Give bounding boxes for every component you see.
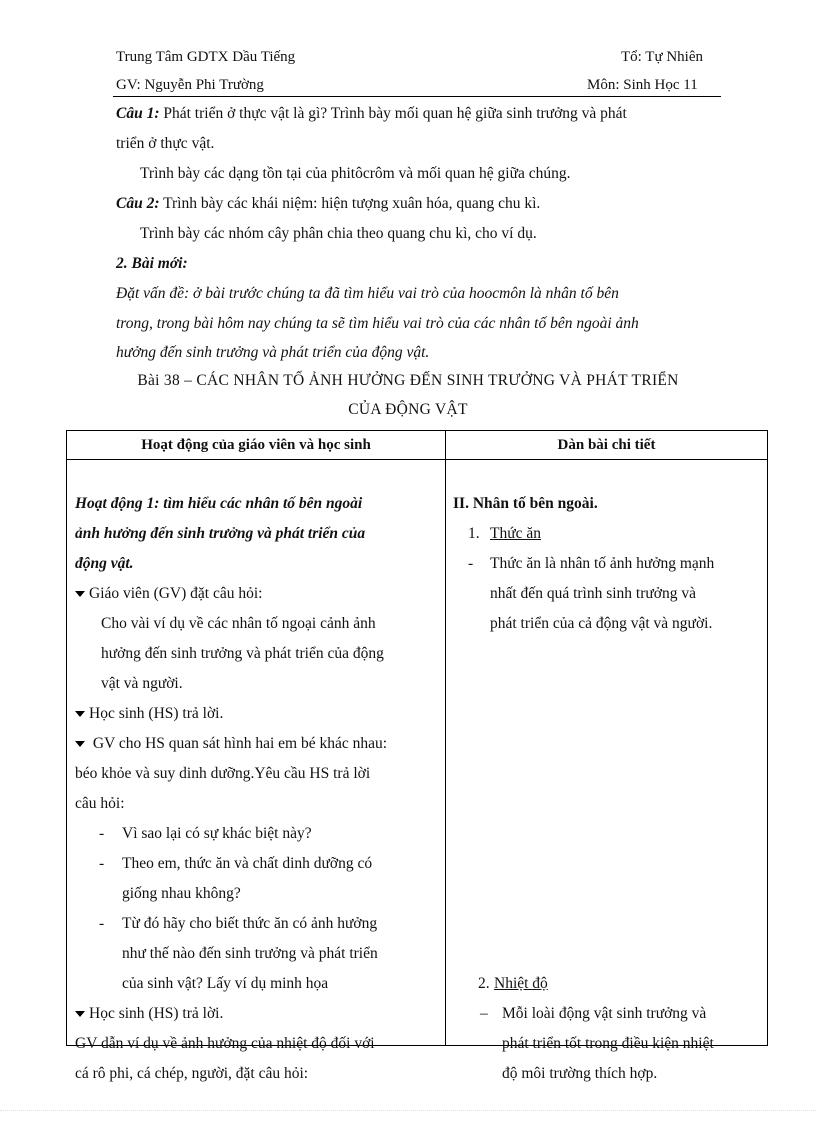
gv-show-text: GV cho HS quan sát hình hai em bé khác nhau: [89,735,388,752]
subject-name: Môn: Sinh Học 11 [587,77,698,93]
item-2-text-2: phát triển tốt trong điều kiện nhiệt [502,1035,714,1052]
bullet-3-line-2: như thế nào đến sinh trưởng và phát triển [122,945,378,962]
question-1-label: Câu 1: [116,105,160,122]
dash-bullet: – [480,1005,488,1022]
item-1-number: 1. [468,525,480,542]
bullet-2-line-2: giống nhau không? [122,885,241,902]
hs-answer-2 [75,1004,223,1024]
question-1 [116,104,627,124]
gv-show-line-2: béo khỏe và suy dinh dưỡng.Yêu cầu HS trả lời [75,765,371,782]
intro-line-1: Đặt vấn đề: ở bài trước chúng ta đã tìm hiểu vai trò của hoocmôn là nhân tố bên [116,285,619,302]
arrow-bullet-icon [75,741,85,747]
gv-show-line-1 [75,734,387,754]
question-2-label: Câu 2: [116,195,160,212]
intro-line-3: hưởng đến sinh trưởng và phát triển của động vật. [116,344,430,361]
outline-cell [446,460,768,1082]
arrow-bullet-icon [75,591,85,597]
bullet-3-line-3: của sinh vật? Lấy ví dụ minh họa [122,975,329,992]
dash-bullet: - [99,825,105,842]
header-divider [113,96,721,97]
new-lesson-heading: 2. Bài mới: [116,255,188,272]
activity-title-2: ảnh hưởng đến sinh trưởng và phát triển của [75,525,366,542]
item-1-text-1: Thức ăn là nhân tố ảnh hưởng mạnh [490,555,715,572]
bullet-3-line-1: Từ đó hãy cho biết thức ăn có ảnh hưởng [122,915,378,932]
activity-title-1: Hoạt động 1: tìm hiểu các nhân tố bên ngoài [75,495,363,512]
intro-line-2: trong, trong bài hôm nay chúng ta sẽ tìm hiểu vai trò của các nhân tố bên ngoài ảnh [116,315,639,332]
gv-question-2: hưởng đến sinh trưởng và phát triển của động [101,645,384,662]
item-2-text-3: độ môi trường thích hợp. [502,1065,658,1082]
hs-answer-1-text: Học sinh (HS) trả lời. [89,705,224,722]
gv-temp-line-1: GV dẫn ví dụ về ảnh hưởng của nhiệt độ đối với [75,1035,375,1052]
lesson-table [66,430,768,1082]
hs-answer-1 [75,704,223,724]
item-2-title: Nhiệt độ [494,975,548,992]
gv-show-line-3: câu hỏi: [75,795,125,812]
activity-title-3: động vật. [75,555,134,572]
lesson-title-line-2: CỦA ĐỘNG VẬT [348,401,468,418]
dash-bullet: - [99,855,105,872]
dash-bullet: - [99,915,105,932]
col-header-activities: Hoạt động của giáo viên và học sinh [67,431,446,460]
question-2-sub: Trình bày các nhóm cây phân chia theo quang chu kì, cho ví dụ. [140,225,537,242]
item-2-text-1: Mỗi loài động vật sinh trưởng và [502,1005,707,1022]
arrow-bullet-icon [75,711,85,717]
teacher-name: GV: Nguyễn Phi Trường [116,77,264,93]
school-name: Trung Tâm GDTX Dầu Tiếng [116,49,296,65]
gv-ask-text: Giáo viên (GV) đặt câu hỏi: [89,585,263,602]
hs-answer-2-text: Học sinh (HS) trả lời. [89,1005,224,1022]
item-1-text-3: phát triển của cả động vật và người. [490,615,713,632]
table-row [67,460,768,1046]
question-1-cont: triển ở thực vật. [116,135,215,152]
question-1-sub: Trình bày các dạng tồn tại của phitôcrôm và mối quan hệ giữa chúng. [140,165,571,182]
bullet-1: Vì sao lại có sự khác biệt này? [122,825,312,842]
question-2 [116,194,540,214]
gv-question-1: Cho vài ví dụ về các nhân tố ngoại cảnh ảnh [101,615,376,632]
table-header-row [67,431,768,460]
item-1-text-2: nhất đến quá trình sinh trưởng và [490,585,697,602]
department: Tổ: Tự Nhiên [621,49,704,65]
outline-section-title: II. Nhân tố bên ngoài. [453,495,598,512]
item-2-number: 2. [478,975,490,992]
question-2-text: Trình bày các khái niệm: hiện tượng xuân hóa, quang chu kì. [159,195,541,212]
arrow-bullet-icon [75,1011,85,1017]
gv-question-3: vật và người. [101,675,183,692]
item-1-title: Thức ăn [490,525,542,542]
bullet-2-line-1: Theo em, thức ăn và chất dinh dưỡng có [122,855,373,872]
gv-ask-line [75,584,262,604]
dash-bullet: - [468,555,474,572]
col-header-outline: Dàn bài chi tiết [446,431,768,460]
question-1-text: Phát triển ở thực vật là gì? Trình bày mối quan hệ giữa sinh trưởng và phát [159,105,627,122]
page-bottom-divider [0,1110,816,1111]
lesson-title-line-1: Bài 38 – CÁC NHÂN TỐ ẢNH HƯỞNG ĐẾN SINH TRƯỞNG VÀ PHÁT TRIỂN [137,372,679,389]
gv-temp-line-2: cá rô phi, cá chép, người, đặt câu hỏi: [75,1065,309,1082]
activities-cell [67,460,446,1082]
